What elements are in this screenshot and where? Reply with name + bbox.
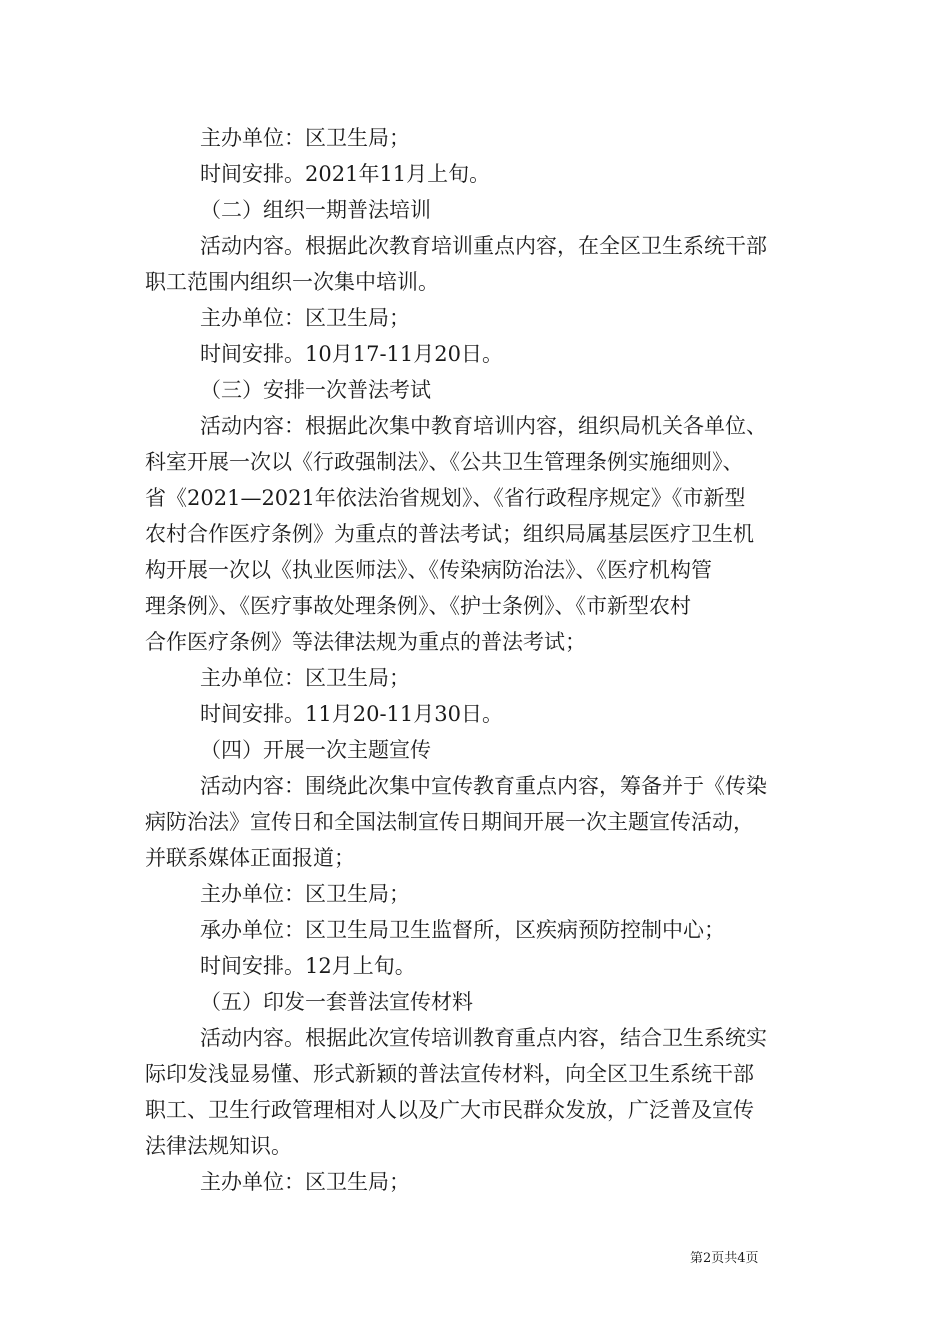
text-line: 活动内容：根据此次集中教育培训内容，组织局机关各单位、 (200, 414, 767, 438)
text-line: 主办单位：区卫生局； (200, 306, 410, 330)
text-line: 活动内容。根据此次宣传培训教育重点内容，结合卫生系统实 (200, 1026, 767, 1050)
section-heading: （五）印发一套普法宣传材料 (200, 990, 473, 1014)
text-line: 合作医疗条例》等法律法规为重点的普法考试； (145, 630, 586, 654)
text-line: 科室开展一次以《行政强制法》、《公共卫生管理条例实施细则》、 (145, 450, 744, 474)
text-line: 职工、卫生行政管理相对人以及广大市民群众发放，广泛普及宣传 (145, 1098, 754, 1122)
text-line: 承办单位：区卫生局卫生监督所，区疾病预防控制中心； (200, 918, 725, 942)
text-line: 时间安排。2021年11月上旬。 (200, 162, 491, 186)
section-heading: （三）安排一次普法考试 (200, 378, 431, 402)
text-line: 际印发浅显易懂、形式新颖的普法宣传材料，向全区卫生系统干部 (145, 1062, 754, 1086)
text-line: 构开展一次以《执业医师法》、《传染病防治法》、《医疗机构管 (145, 558, 712, 582)
section-heading: （四）开展一次主题宣传 (200, 738, 431, 762)
text-line: 活动内容：围绕此次集中宣传教育重点内容，筹备并于《传染 (200, 774, 767, 798)
text-line: 主办单位：区卫生局； (200, 666, 410, 690)
text-line: 省《2021—2021年依法治省规划》、《省行政程序规定》《市新型 (145, 486, 746, 510)
page-number: 第2页共4页 (690, 1251, 759, 1266)
text-line: 农村合作医疗条例》为重点的普法考试；组织局属基层医疗卫生机 (145, 522, 754, 546)
text-line: 活动内容。根据此次教育培训重点内容，在全区卫生系统干部 (200, 234, 767, 258)
section-heading: （二）组织一期普法培训 (200, 198, 431, 222)
text-line: 职工范围内组织一次集中培训。 (145, 270, 439, 294)
text-line: 主办单位：区卫生局； (200, 126, 410, 150)
text-line: 时间安排。11月20-11月30日。 (200, 702, 503, 726)
text-line: 时间安排。10月17-11月20日。 (200, 342, 503, 366)
text-line: 并联系媒体正面报道； (145, 846, 355, 870)
text-line: 主办单位：区卫生局； (200, 1170, 410, 1194)
text-line: 法律法规知识。 (145, 1134, 292, 1158)
text-line: 时间安排。12月上旬。 (200, 954, 416, 978)
text-line: 病防治法》宣传日和全国法制宣传日期间开展一次主题宣传活动， (145, 810, 754, 834)
text-line: 理条例》、《医疗事故处理条例》、《护士条例》、《市新型农村 (145, 594, 691, 618)
text-line: 主办单位：区卫生局； (200, 882, 410, 906)
